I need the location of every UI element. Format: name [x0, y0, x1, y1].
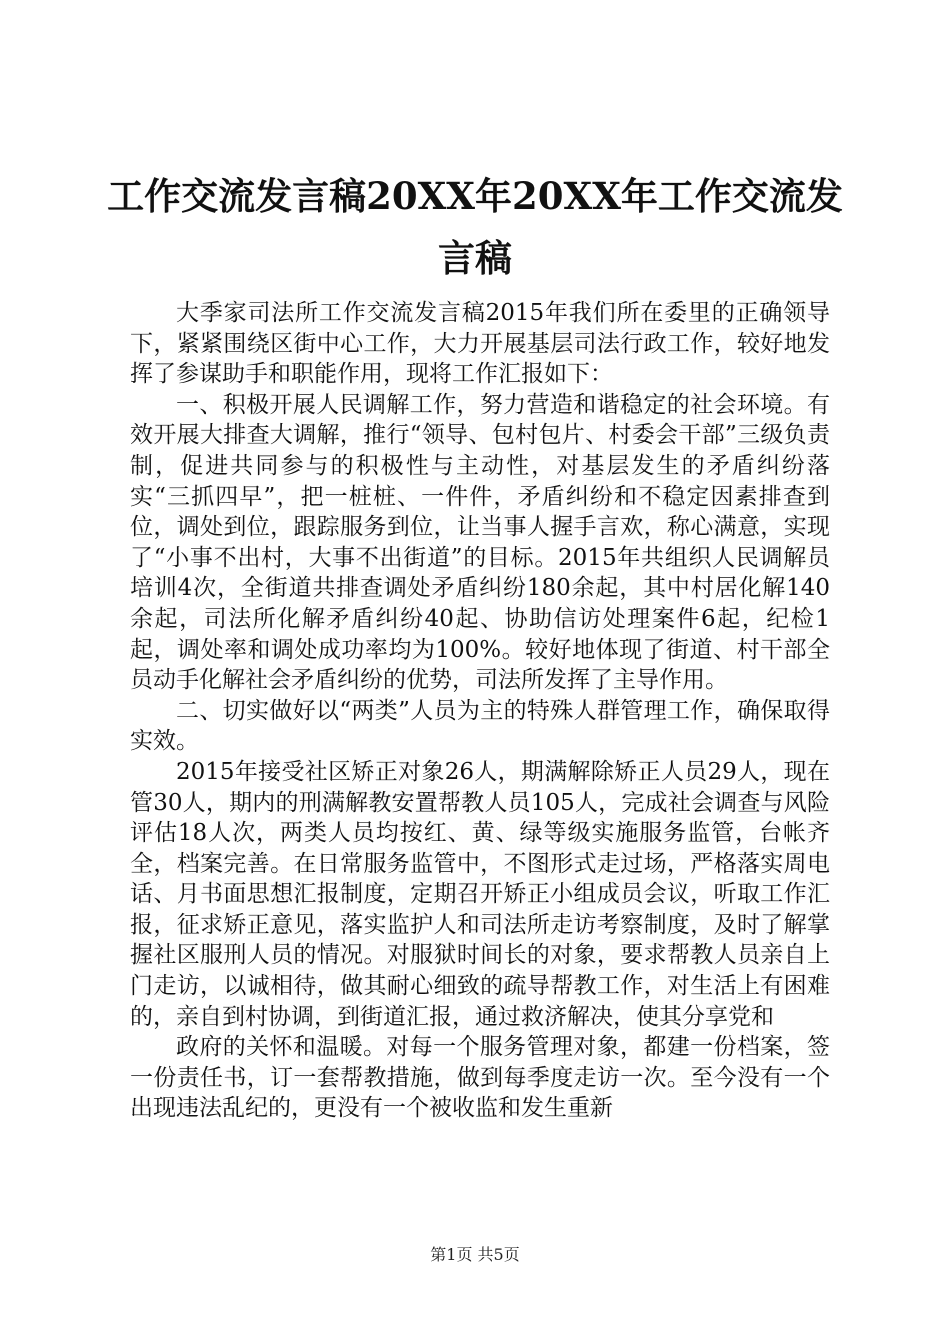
paragraph-continuation: 政府的关怀和温暖。对每一个服务管理对象，都建一份档案，签一份责任书，订一套帮教措施，做到每季度走访一次。至今没有一个出现违法乱纪的，更没有一个被收监和发生重新	[130, 1034, 830, 1122]
paragraph-section-one: 一、积极开展人民调解工作，努力营造和谐稳定的社会环境。有效开展大排查大调解，推行“领导、包村包片、村委会干部”三级负责制，促进共同参与的积极性与主动性，对基层发生的矛盾纠纷落实“三抓四早”，把一桩桩、一件件，矛盾纠纷和不稳定因素排查到位，调处到位，跟踪服务到位，让当事人握手言欢，称心满意，实现了“小事不出村，大事不出街道”的目标。2015年共组织人民调解员培训4次，全街道共排查调处矛盾纠纷180余起，其中村居化解140余起，司法所化解矛盾纠纷40起、协助信访处理案件6起，纪检1起，调处率和调处成功率均为100%。较好地体现了街道、村干部全员动手化解社会矛盾纠纷的优势，司法所发挥了主导作用。	[130, 391, 830, 694]
document-body	[130, 298, 830, 1124]
page-footer: 第1页 共5页	[430, 1245, 520, 1264]
document-title: 工作交流发言稿20XX年20XX年工作交流发言稿	[107, 174, 843, 280]
paragraph-intro: 大季家司法所工作交流发言稿2015年我们所在委里的正确领导下，紧紧围绕区街中心工作，大力开展基层司法行政工作，较好地发挥了参谋助手和职能作用，现将工作汇报如下：	[130, 300, 830, 388]
paragraph-section-two-detail: 2015年接受社区矫正对象26人，期满解除矫正人员29人，现在管30人，期内的刑满解教安置帮教人员105人，完成社会调查与风险评估18人次，两类人员均按红、黄、绿等级实施服务监管，台帐齐全，档案完善。在日常服务监管中，不图形式走过场，严格落实周电话、月书面思想汇报制度，定期召开矫正小组成员会议，听取工作汇报，征求矫正意见，落实监护人和司法所走访考察制度，及时了解掌握社区服刑人员的情况。对服狱时间长的对象，要求帮教人员亲自上门走访，以诚相待，做其耐心细致的疏导帮教工作，对生活上有困难的，亲自到村协调，到街道汇报，通过救济解决，使其分享党和	[130, 758, 830, 1030]
paragraph-section-two-heading: 二、切实做好以“两类”人员为主的特殊人群管理工作，确保取得实效。	[130, 697, 830, 755]
